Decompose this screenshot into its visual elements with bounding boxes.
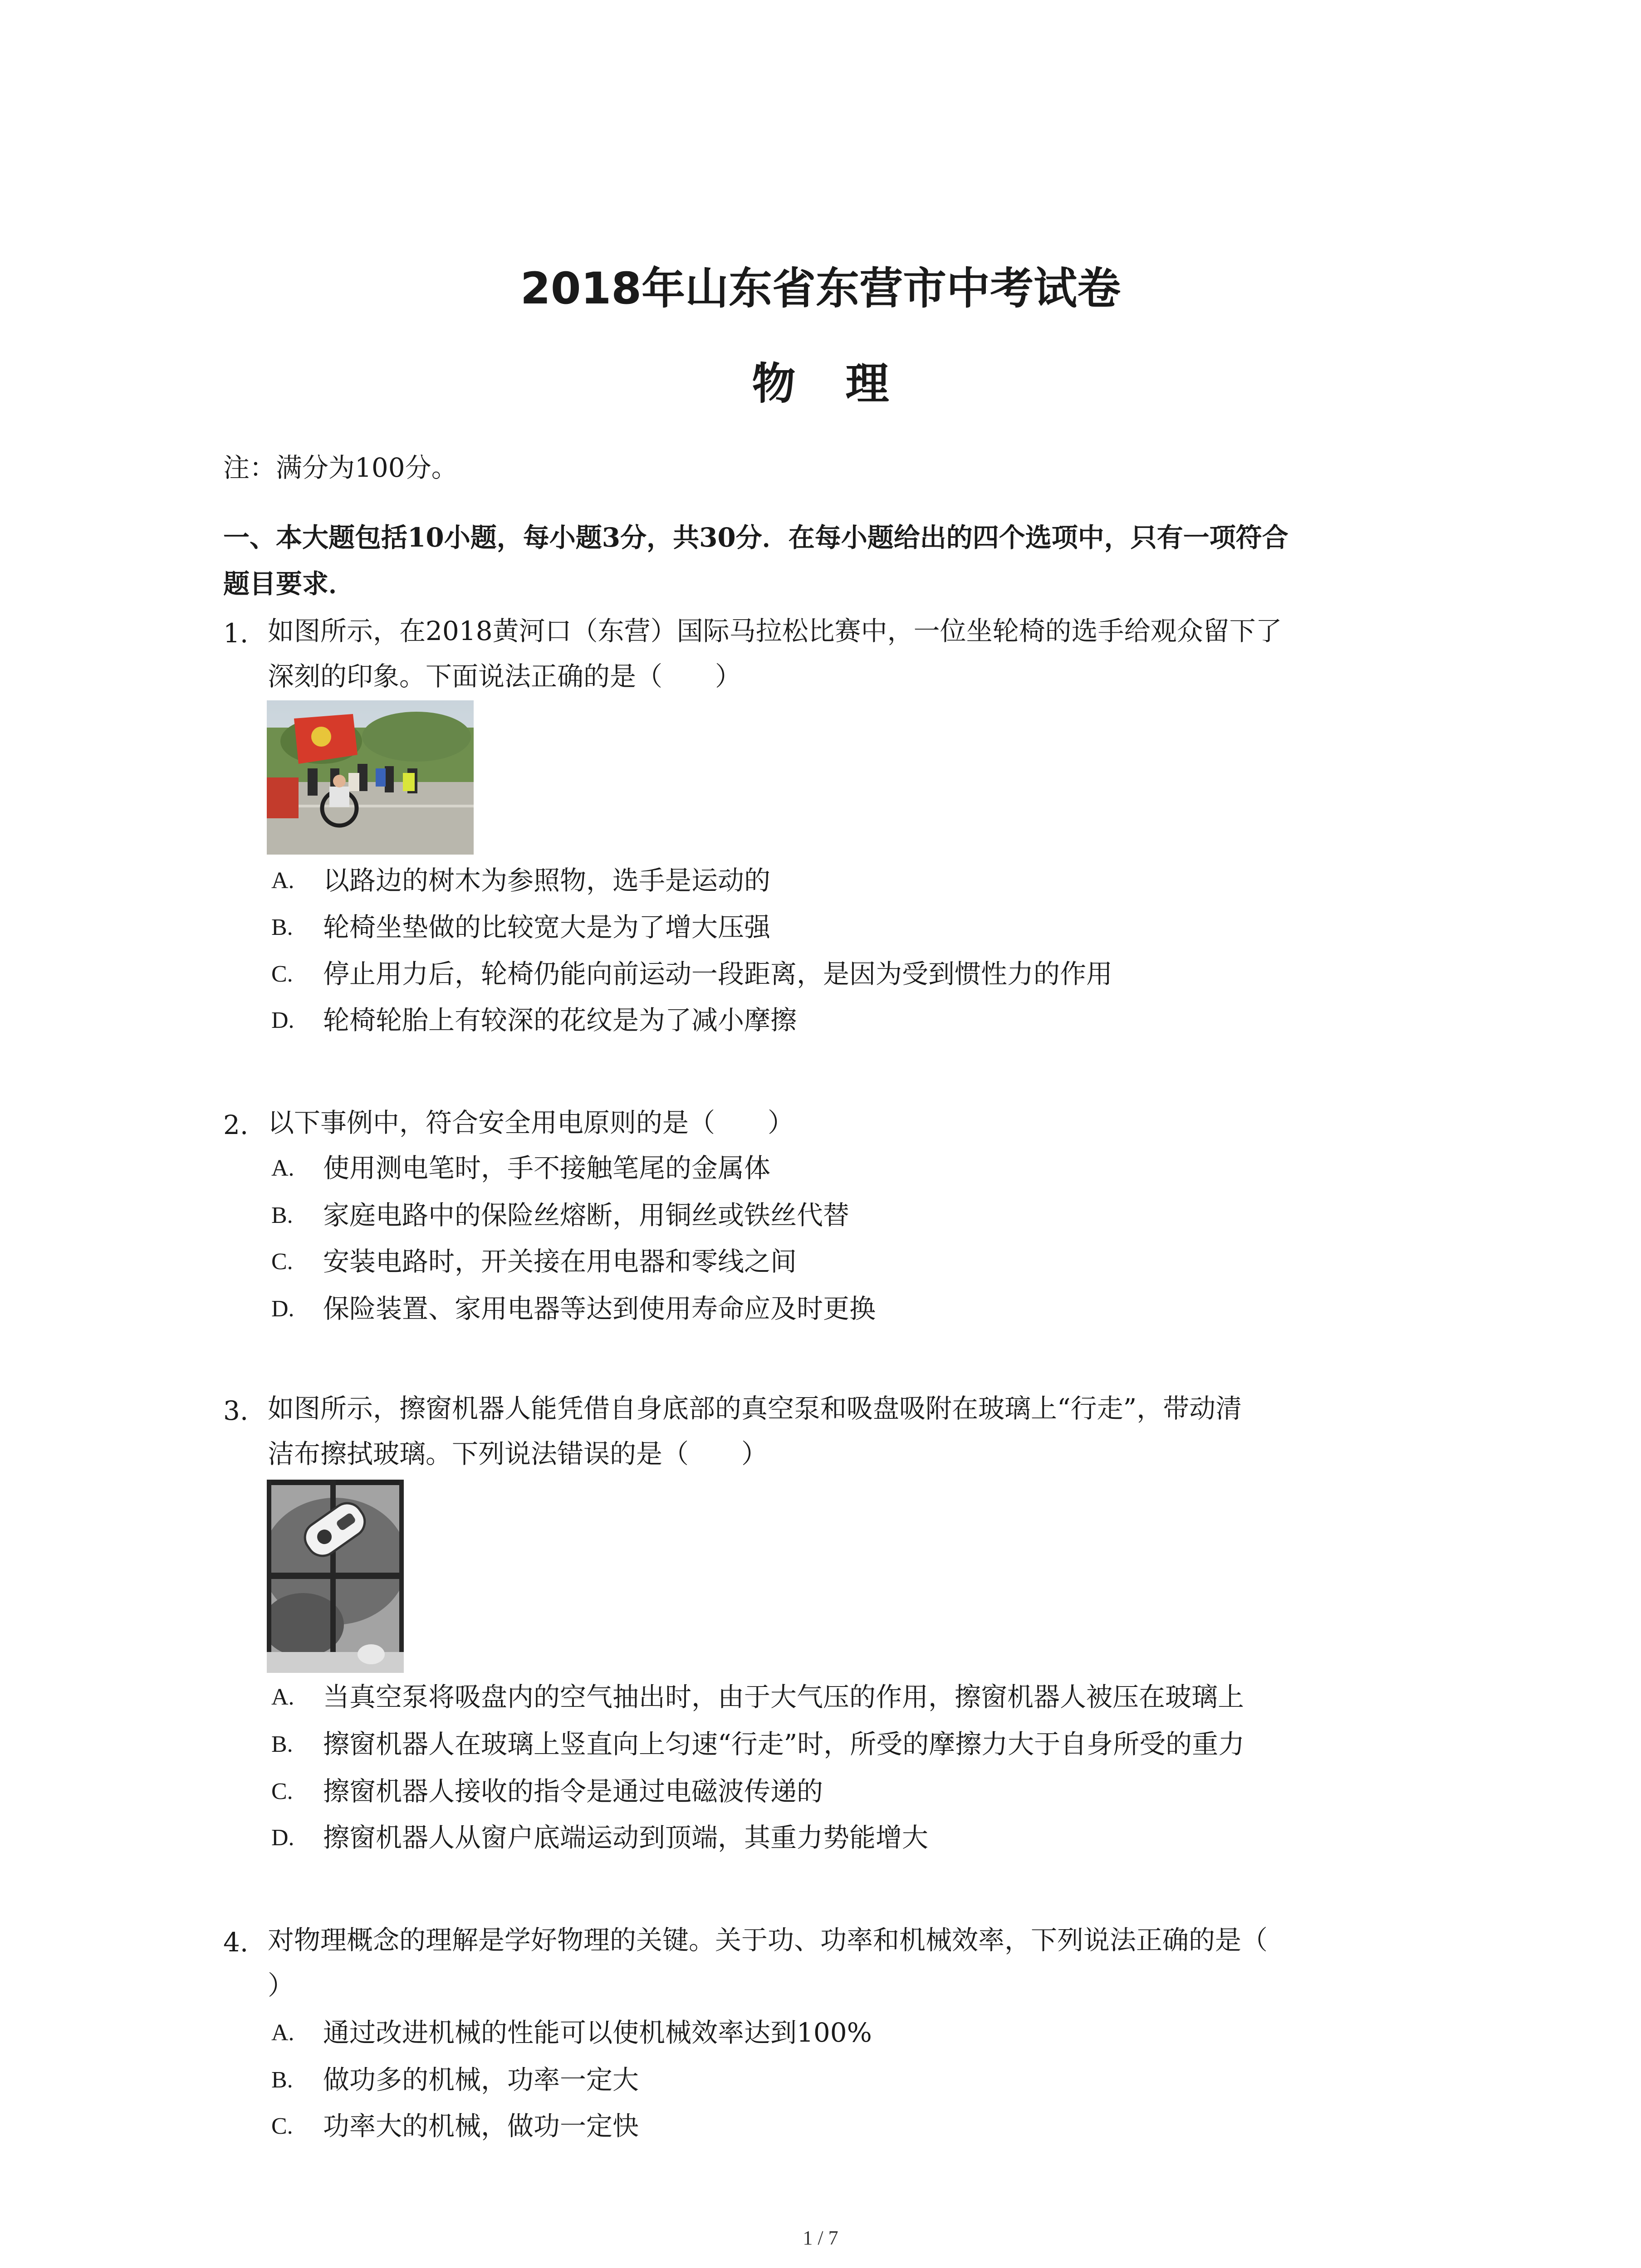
- option-text: 使用测电笔时，手不接触笔尾的金属体: [323, 1153, 771, 1183]
- option-key: A.: [271, 2020, 294, 2046]
- option-text: 擦窗机器人接收的指令是通过电磁波传递的: [323, 1776, 823, 1807]
- question-number: 1.: [223, 618, 249, 649]
- option-text: 功率大的机械，做功一定快: [323, 2111, 639, 2141]
- question-number: 2.: [223, 1110, 249, 1140]
- option-key: D.: [271, 1007, 294, 1033]
- section-heading-line1: 一、本大题包括10小题，每小题3分，共30分．在每小题给出的四个选项中，只有一项符合: [223, 522, 1288, 553]
- option-text: 以路边的树木为参照物，选手是运动的: [323, 865, 771, 896]
- marathon-wheelchair-photo: [267, 700, 474, 855]
- subject-title: 物理: [752, 358, 939, 409]
- option-text: 做功多的机械，功率一定大: [323, 2064, 639, 2095]
- option-key: B.: [271, 2067, 293, 2093]
- option-text: 安装电路时，开关接在用电器和零线之间: [323, 1246, 797, 1277]
- option-key: C.: [271, 1779, 293, 1804]
- option-key: D.: [271, 1825, 294, 1851]
- score-note: 注：满分为100分。: [223, 452, 458, 483]
- option-key: C.: [271, 1249, 293, 1275]
- question-stem-line2: 洁布擦拭玻璃。下列说法错误的是（ ）: [268, 1438, 768, 1469]
- section-heading-line2: 题目要求．: [223, 568, 355, 599]
- option-key: A.: [271, 1684, 294, 1710]
- option-key: A.: [271, 868, 294, 894]
- question-stem-line2: 深刻的印象。下面说法正确的是（ ）: [268, 661, 742, 692]
- option-key: B.: [271, 1202, 293, 1228]
- question-stem-line1: 以下事例中，符合安全用电原则的是（ ）: [268, 1107, 794, 1138]
- option-text: 轮椅坐垫做的比较宽大是为了增大压强: [323, 912, 771, 943]
- option-text: 当真空泵将吸盘内的空气抽出时，由于大气压的作用，擦窗机器人被压在玻璃上: [323, 1681, 1244, 1712]
- question-stem-line2: ）: [268, 1970, 294, 2001]
- option-text: 擦窗机器人从窗户底端运动到顶端，其重力势能增大: [323, 1822, 929, 1853]
- option-key: C.: [271, 961, 293, 987]
- option-key: C.: [271, 2113, 293, 2139]
- question-number: 4.: [223, 1927, 249, 1958]
- option-text: 通过改进机械的性能可以使机械效率达到100%: [323, 2017, 872, 2048]
- option-text: 停止用力后，轮椅仍能向前运动一段距离，是因为受到惯性力的作用: [323, 958, 1113, 989]
- exam-title: 2018年山东省东营市中考试卷: [520, 263, 1121, 314]
- option-key: A.: [271, 1155, 294, 1181]
- option-key: D.: [271, 1296, 294, 1322]
- page-number: 1 / 7: [803, 2227, 838, 2249]
- option-text: 家庭电路中的保险丝熔断，用铜丝或铁丝代替: [323, 1200, 850, 1231]
- option-key: B.: [271, 1731, 293, 1757]
- option-text: 擦窗机器人在玻璃上竖直向上匀速“行走”时，所受的摩擦力大于自身所受的重力: [323, 1729, 1245, 1760]
- question-stem-line1: 如图所示，擦窗机器人能凭借自身底部的真空泵和吸盘吸附在玻璃上“行走”，带动清: [268, 1393, 1242, 1424]
- question-stem-line1: 对物理概念的理解是学好物理的关键。关于功、功率和机械效率，下列说法正确的是（: [268, 1925, 1268, 1955]
- question-number: 3.: [223, 1395, 249, 1426]
- option-key: B.: [271, 914, 293, 940]
- question-stem-line1: 如图所示，在2018黄河口（东营）国际马拉松比赛中，一位坐轮椅的选手给观众留下了: [268, 616, 1282, 646]
- window-robot-photo: [267, 1480, 404, 1673]
- option-text: 轮椅轮胎上有较深的花纹是为了减小摩擦: [323, 1005, 797, 1036]
- option-text: 保险装置、家用电器等达到使用寿命应及时更换: [323, 1293, 876, 1324]
